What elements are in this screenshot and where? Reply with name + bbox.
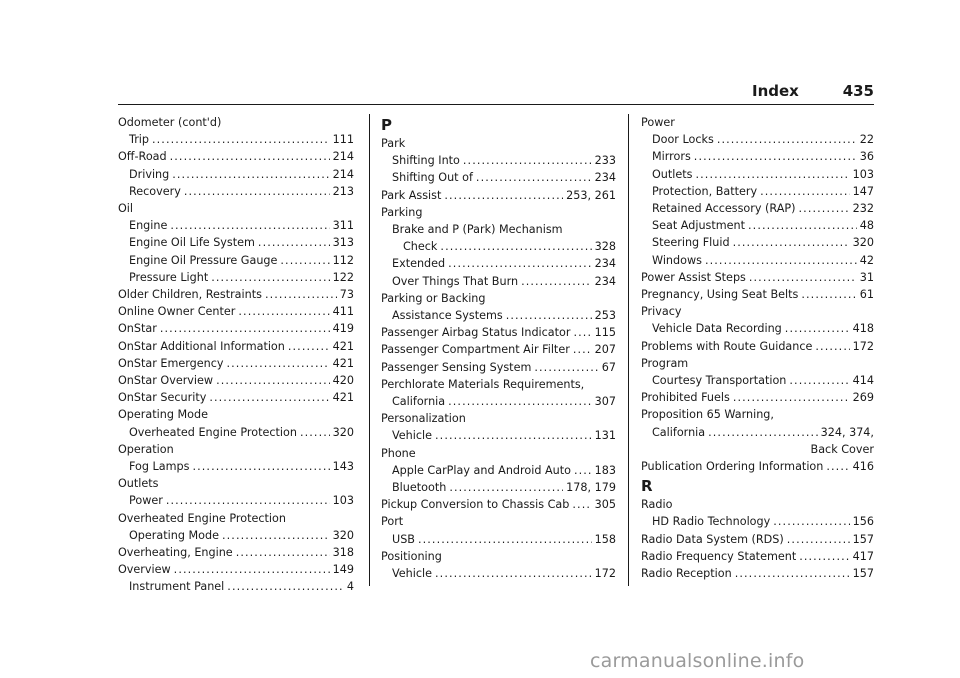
dot-leader <box>280 252 329 269</box>
index-entry-label: Vehicle <box>392 567 433 581</box>
index-entry-page[interactable]: 61 <box>859 288 874 302</box>
index-entry-label: Check <box>403 240 438 254</box>
index-entry-page[interactable]: 234 <box>594 257 616 271</box>
dot-leader <box>435 565 592 582</box>
index-entry[interactable] <box>641 200 874 217</box>
dot-leader <box>826 458 849 475</box>
index-entry-label: California <box>652 425 706 439</box>
dot-leader <box>192 458 329 475</box>
index-entry-page[interactable]: 67 <box>601 360 616 374</box>
index-entry-label: Extended <box>392 257 446 271</box>
dot-leader <box>288 338 330 355</box>
index-entry-page[interactable]: 414 <box>852 374 874 388</box>
watermark: carmanualsonline.info <box>590 650 805 672</box>
dot-leader <box>211 269 329 286</box>
index-column-3 <box>641 114 874 582</box>
section-title: Index <box>752 82 799 100</box>
column-divider <box>369 114 370 586</box>
page-number: 435 <box>842 82 874 100</box>
index-entry[interactable] <box>381 462 616 479</box>
index-entry-label: Older Children, Restraints <box>118 288 262 302</box>
index-entry-page[interactable]: 320 <box>852 236 874 250</box>
dot-leader <box>435 427 592 444</box>
index-entry-label: OnStar Overview <box>118 374 214 388</box>
index-heading: Outlets <box>118 477 159 491</box>
dot-leader <box>708 424 817 441</box>
index-entry-page[interactable]: 313 <box>332 236 354 250</box>
index-entry[interactable] <box>118 372 354 389</box>
index-entry-label: Overview <box>118 563 171 577</box>
index-entry-page[interactable]: 143 <box>332 460 354 474</box>
dot-leader <box>717 131 857 148</box>
index-entry[interactable] <box>118 492 354 509</box>
dot-leader <box>238 303 329 320</box>
dot-leader <box>152 131 330 148</box>
index-entry-label: Retained Accessory (RAP) <box>652 202 796 216</box>
index-heading: Parking <box>381 205 423 219</box>
index-heading: Personalization <box>381 412 466 426</box>
dot-leader <box>476 169 592 186</box>
index-entry-label: Protection, Battery <box>652 184 758 198</box>
index-entry-label: Assistance Systems <box>392 309 503 323</box>
index-entry[interactable] <box>381 565 616 582</box>
dot-leader <box>418 531 592 548</box>
index-entry[interactable] <box>381 307 616 324</box>
index-entry-page[interactable]: 253, 261 <box>566 188 616 202</box>
dot-leader <box>574 462 592 479</box>
dot-leader <box>448 393 592 410</box>
index-entry[interactable] <box>641 131 874 148</box>
index-entry[interactable] <box>118 338 354 355</box>
dot-leader <box>258 234 330 251</box>
index-entry[interactable] <box>118 183 354 200</box>
dot-leader <box>760 183 850 200</box>
dot-leader <box>694 148 857 165</box>
index-entry[interactable] <box>118 148 354 165</box>
dot-leader <box>705 252 857 269</box>
index-entry-label: Engine Oil Pressure Gauge <box>129 253 278 267</box>
index-entry-page[interactable]: 103 <box>852 167 874 181</box>
dot-leader <box>572 496 591 513</box>
index-entry-page[interactable]: 253 <box>594 309 616 323</box>
index-entry[interactable] <box>118 166 354 183</box>
index-entry-page[interactable]: 420 <box>332 374 354 388</box>
index-entry[interactable] <box>641 458 874 475</box>
dot-leader <box>227 355 330 372</box>
index-entry-label: Fog Lamps <box>129 460 190 474</box>
index-entry-label: Operating Mode <box>129 528 219 542</box>
index-entry-page[interactable]: 214 <box>332 150 354 164</box>
index-entry-label: Courtesy Transportation <box>652 374 787 388</box>
page-header <box>752 82 874 100</box>
index-entry-label: Online Owner Center <box>118 305 236 319</box>
dot-leader <box>160 320 330 337</box>
index-entry-page[interactable]: 149 <box>332 563 354 577</box>
index-entry[interactable] <box>118 389 354 406</box>
index-entry-page[interactable]: 122 <box>332 270 354 284</box>
index-entry-page[interactable]: 48 <box>859 219 874 233</box>
index-entry[interactable] <box>118 561 354 578</box>
index-heading: Overheated Engine Protection <box>118 511 286 525</box>
index-entry-label: Pressure Light <box>129 270 209 284</box>
index-heading: Perchlorate Materials Requirements, <box>381 377 585 391</box>
dot-leader <box>799 200 850 217</box>
index-entry[interactable] <box>118 303 354 320</box>
index-entry-label: Passenger Airbag Status Indicator <box>381 326 571 340</box>
index-entry-label: Shifting Into <box>392 154 460 168</box>
index-entry[interactable] <box>381 393 616 410</box>
index-column-1 <box>118 114 354 596</box>
dot-leader <box>170 217 329 234</box>
index-entry-page[interactable]: 328 <box>594 240 616 254</box>
index-entry[interactable] <box>641 338 874 355</box>
index-entry-page[interactable]: 156 <box>852 515 874 529</box>
index-heading: Park <box>381 137 406 150</box>
index-entry[interactable] <box>118 131 354 148</box>
index-entry-label: Over Things That Burn <box>392 274 519 288</box>
index-entry-label: Off-Road <box>118 150 167 164</box>
index-entry[interactable] <box>641 548 874 565</box>
index-entry-label: Radio Frequency Statement <box>641 549 797 563</box>
index-entry-label: Recovery <box>129 184 181 198</box>
index-entry-label: Park Assist <box>381 188 442 202</box>
index-entry-label: Trip <box>129 133 149 147</box>
index-entry-page[interactable]: 183 <box>594 463 616 477</box>
index-entry-label: USB <box>392 532 415 546</box>
index-entry[interactable] <box>381 359 616 376</box>
index-entry-page[interactable]: 4 <box>346 580 354 594</box>
index-entry-page[interactable]: 421 <box>332 339 354 353</box>
index-entry[interactable] <box>381 341 616 358</box>
index-entry-page[interactable]: 172 <box>852 339 874 353</box>
index-heading: Proposition 65 Warning, <box>641 408 774 422</box>
index-entry-page[interactable]: 131 <box>594 429 616 443</box>
index-entry[interactable] <box>641 320 874 337</box>
dot-leader <box>521 273 592 290</box>
index-entry-label: Problems with Route Guidance <box>641 339 813 353</box>
index-entry-label: Vehicle <box>392 429 433 443</box>
dot-leader <box>265 286 337 303</box>
index-entry-page[interactable]: 417 <box>852 549 874 563</box>
dot-leader <box>801 286 856 303</box>
index-entry-page[interactable]: 112 <box>332 253 354 267</box>
column-divider <box>628 114 629 586</box>
index-entry[interactable] <box>641 217 874 234</box>
dot-leader <box>506 307 592 324</box>
index-entry[interactable] <box>641 286 874 303</box>
dot-leader <box>172 166 329 183</box>
index-entry-label: Seat Adjustment <box>652 219 746 233</box>
index-entry-label: OnStar Emergency <box>118 356 224 370</box>
index-entry-label: Power Assist Steps <box>641 270 746 284</box>
index-entry-label: Engine Oil Life System <box>129 236 255 250</box>
dot-leader <box>785 320 850 337</box>
index-entry-page[interactable]: 31 <box>859 270 874 284</box>
section-letter: R <box>641 477 653 496</box>
dot-leader <box>222 527 330 544</box>
index-entry-page[interactable]: 311 <box>332 219 354 233</box>
index-entry[interactable] <box>381 324 616 341</box>
index-entry-page[interactable]: 418 <box>852 322 874 336</box>
index-entry-label: Vehicle Data Recording <box>652 322 782 336</box>
dot-leader <box>174 561 330 578</box>
index-entry[interactable] <box>118 217 354 234</box>
dot-leader <box>449 479 563 496</box>
index-entry-page[interactable]: 115 <box>594 326 616 340</box>
dot-leader <box>166 492 330 509</box>
index-entry[interactable] <box>381 255 616 272</box>
index-entry-page[interactable]: 419 <box>332 322 354 336</box>
dot-leader <box>300 424 330 441</box>
dot-leader <box>236 544 330 561</box>
index-entry[interactable] <box>641 148 874 165</box>
index-heading: Program <box>641 356 689 370</box>
dot-leader <box>463 152 592 169</box>
index-entry-label: Overheated Engine Protection <box>129 425 297 439</box>
index-entry-page[interactable]: 234 <box>594 171 616 185</box>
index-entry[interactable] <box>641 269 874 286</box>
index-entry-page[interactable]: 172 <box>594 567 616 581</box>
index-entry[interactable] <box>381 187 616 204</box>
index-entry-label: Publication Ordering Information <box>641 460 824 474</box>
index-entry[interactable] <box>641 183 874 200</box>
index-heading: Power <box>641 116 675 129</box>
dot-leader <box>440 238 591 255</box>
index-entry-page[interactable]: 42 <box>859 253 874 267</box>
index-entry[interactable] <box>381 238 616 255</box>
header-rule <box>118 104 874 105</box>
dot-leader <box>444 187 563 204</box>
index-entry-page[interactable]: 421 <box>332 391 354 405</box>
index-entry-page[interactable]: 233 <box>594 154 616 168</box>
dot-leader <box>773 513 849 530</box>
index-entry-page[interactable]: 111 <box>332 133 354 147</box>
index-entry-page[interactable]: 318 <box>332 546 354 560</box>
dot-leader <box>733 234 850 251</box>
dot-leader <box>749 269 857 286</box>
dot-leader <box>789 372 849 389</box>
index-entry-label: OnStar <box>118 322 157 336</box>
index-entry-page[interactable]: 269 <box>852 391 874 405</box>
index-entry[interactable] <box>641 372 874 389</box>
dot-leader <box>735 565 850 582</box>
index-entry-label: Radio Reception <box>641 567 732 581</box>
dot-leader <box>209 389 329 406</box>
index-entry-page[interactable]: 320 <box>332 425 354 439</box>
index-entry-page[interactable]: 416 <box>852 460 874 474</box>
dot-leader <box>170 148 330 165</box>
index-page-continuation: Back Cover <box>810 442 874 456</box>
index-entry-page[interactable]: 158 <box>594 532 616 546</box>
section-letter: P <box>381 116 392 134</box>
index-entry-label: Bluetooth <box>392 481 447 495</box>
index-entry[interactable] <box>118 424 354 441</box>
index-entry[interactable] <box>641 424 874 441</box>
index-entry-label: Apple CarPlay and Android Auto <box>392 463 571 477</box>
index-entry[interactable] <box>118 527 354 544</box>
dot-leader <box>534 359 598 376</box>
index-heading: Port <box>381 515 404 529</box>
index-entry[interactable] <box>118 286 354 303</box>
index-entry-page[interactable]: 320 <box>332 528 354 542</box>
dot-leader <box>227 578 344 595</box>
index-entry-label: Shifting Out of <box>392 171 473 185</box>
dot-leader <box>216 372 330 389</box>
index-entry[interactable] <box>118 234 354 251</box>
index-entry-page[interactable]: 305 <box>594 498 616 512</box>
index-entry[interactable] <box>118 355 354 372</box>
index-entry-label: Steering Fluid <box>652 236 730 250</box>
index-entry[interactable] <box>641 252 874 269</box>
index-entry-label: Door Locks <box>652 133 714 147</box>
dot-leader <box>184 183 330 200</box>
index-entry-label: Prohibited Fuels <box>641 391 730 405</box>
index-entry[interactable] <box>641 565 874 582</box>
index-heading: Operating Mode <box>118 408 208 422</box>
dot-leader <box>748 217 857 234</box>
index-entry-page[interactable]: 36 <box>859 150 874 164</box>
dot-leader <box>787 531 850 548</box>
index-entry[interactable] <box>118 544 354 561</box>
index-entry-label: Driving <box>129 167 170 181</box>
index-entry-page[interactable]: 207 <box>594 343 616 357</box>
index-entry-page[interactable]: 22 <box>859 133 874 147</box>
dot-leader <box>573 341 592 358</box>
index-entry-page[interactable]: 421 <box>332 356 354 370</box>
index-entry-page[interactable]: 234 <box>594 274 616 288</box>
index-entry[interactable] <box>118 269 354 286</box>
index-entry[interactable] <box>381 273 616 290</box>
index-entry-page[interactable]: 147 <box>852 184 874 198</box>
index-column-2 <box>381 114 616 582</box>
index-entry-page[interactable]: 232 <box>852 202 874 216</box>
index-heading: Parking or Backing <box>381 291 486 305</box>
index-entry-page[interactable]: 307 <box>594 395 616 409</box>
index-entry[interactable] <box>118 458 354 475</box>
index-entry[interactable] <box>118 578 354 595</box>
index-heading: Odometer (cont'd) <box>118 116 222 129</box>
dot-leader <box>574 324 592 341</box>
index-entry[interactable] <box>381 496 616 513</box>
index-entry-page[interactable]: 214 <box>332 167 354 181</box>
index-entry[interactable] <box>641 531 874 548</box>
index-entry-label: OnStar Security <box>118 391 207 405</box>
index-entry-label: Overheating, Engine <box>118 546 233 560</box>
index-entry-label: Passenger Sensing System <box>381 360 532 374</box>
index-heading: Radio <box>641 498 673 512</box>
index-heading: Oil <box>118 202 134 216</box>
index-entry[interactable] <box>118 320 354 337</box>
index-entry-label: Windows <box>652 253 702 267</box>
index-entry-label: California <box>392 395 446 409</box>
index-entry-label: Outlets <box>652 167 693 181</box>
index-entry-label: Mirrors <box>652 150 691 164</box>
index-entry-label: Pregnancy, Using Seat Belts <box>641 288 799 302</box>
index-entry-label: Instrument Panel <box>129 580 225 594</box>
index-entry[interactable] <box>641 234 874 251</box>
dot-leader <box>733 389 850 406</box>
index-entry-page[interactable]: 157 <box>852 532 874 546</box>
index-entry-label: Engine <box>129 219 168 233</box>
index-entry[interactable] <box>381 479 616 496</box>
index-entry[interactable] <box>381 531 616 548</box>
index-entry[interactable] <box>381 169 616 186</box>
index-entry[interactable] <box>381 427 616 444</box>
index-entry[interactable] <box>118 252 354 269</box>
index-heading: Operation <box>118 442 174 456</box>
dot-leader <box>815 338 849 355</box>
index-entry[interactable] <box>641 389 874 406</box>
index-entry-label: Radio Data System (RDS) <box>641 532 784 546</box>
index-heading: Brake and P (Park) Mechanism <box>392 223 563 237</box>
index-entry-page[interactable]: 73 <box>339 288 354 302</box>
index-entry-page[interactable]: 411 <box>332 305 354 319</box>
index-entry-page[interactable]: 324, 374, <box>820 425 874 439</box>
index-heading: Positioning <box>381 549 442 563</box>
index-entry-page[interactable]: 178, 179 <box>566 481 616 495</box>
index-entry-label: Passenger Compartment Air Filter <box>381 343 570 357</box>
index-entry-page[interactable]: 157 <box>852 567 874 581</box>
index-entry[interactable] <box>641 166 874 183</box>
index-entry[interactable] <box>641 513 874 530</box>
index-entry-page[interactable]: 103 <box>332 494 354 508</box>
index-entry-label: OnStar Additional Information <box>118 339 285 353</box>
index-entry-label: HD Radio Technology <box>652 515 771 529</box>
index-entry[interactable] <box>381 152 616 169</box>
dot-leader <box>696 166 850 183</box>
dot-leader <box>799 548 849 565</box>
dot-leader <box>448 255 592 272</box>
index-heading: Phone <box>381 446 416 460</box>
index-entry-page[interactable]: 213 <box>332 184 354 198</box>
index-entry-label: Pickup Conversion to Chassis Cab <box>381 498 570 512</box>
index-entry-label: Power <box>129 494 163 508</box>
index-heading: Privacy <box>641 305 682 319</box>
